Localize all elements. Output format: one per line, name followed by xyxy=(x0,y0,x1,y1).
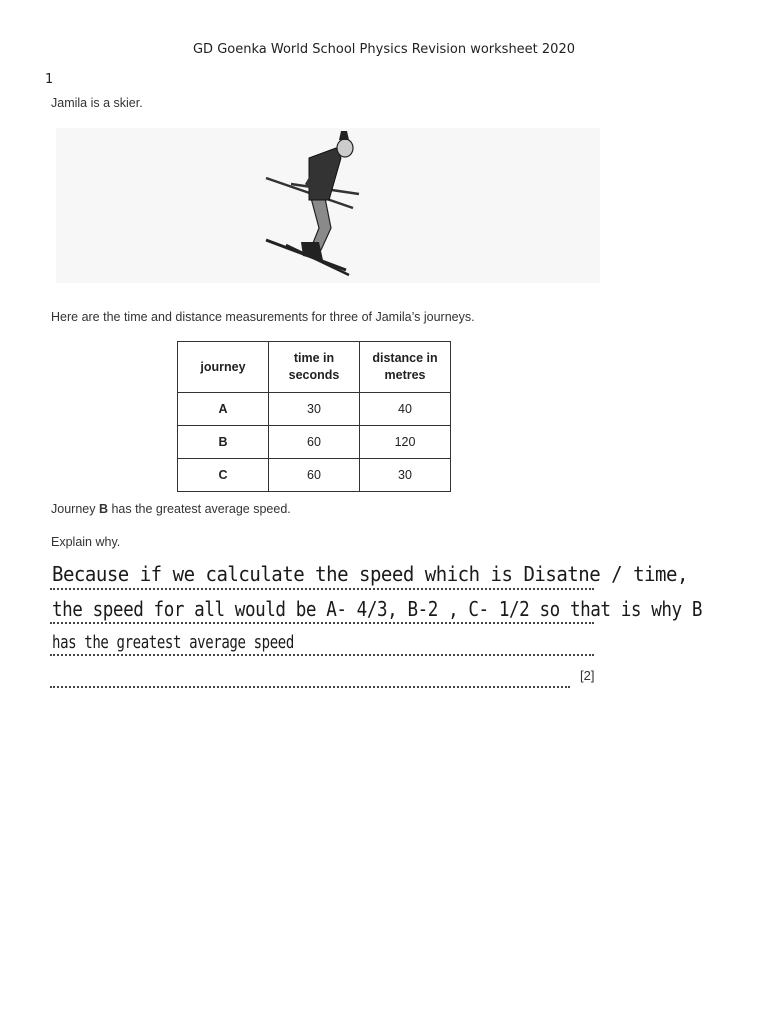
handwritten-answer-line-2: the speed for all would be A- 4/3, B-2 , C- 1/2 so that is why B xyxy=(52,597,702,621)
header-time: time in seconds xyxy=(269,342,360,393)
time-cell: 60 xyxy=(269,426,360,459)
statement-prefix: Journey xyxy=(51,502,99,516)
worksheet-header: GD Goenka World School Physics Revision worksheet 2020 xyxy=(192,42,575,57)
question-number: 1 xyxy=(45,72,54,87)
marks-label: [2] xyxy=(580,668,595,683)
prompt-text: Explain why. xyxy=(51,535,121,549)
distance-cell: 40 xyxy=(360,393,451,426)
handwritten-answer-line-1: Because if we calculate the speed which is Disatne / time, xyxy=(52,562,688,586)
table-row xyxy=(178,426,451,459)
journey-cell: A xyxy=(178,393,269,426)
table-intro-text: Here are the time and distance measurements for three of Jamila’s journeys. xyxy=(51,310,475,324)
table-row xyxy=(178,459,451,492)
journey-cell: C xyxy=(178,459,269,492)
intro-text: Jamila is a skier. xyxy=(51,96,143,110)
journey-cell: B xyxy=(178,426,269,459)
time-cell: 30 xyxy=(269,393,360,426)
header-distance: distance in metres xyxy=(360,342,451,393)
handwritten-answer-line-3: has the greatest average speed xyxy=(52,632,294,653)
distance-cell: 30 xyxy=(360,459,451,492)
journey-table xyxy=(177,341,451,492)
statement-text xyxy=(51,502,291,516)
statement-suffix: has the greatest average speed. xyxy=(107,502,291,516)
table-row xyxy=(178,393,451,426)
statement-bold: B xyxy=(98,502,108,516)
answer-line xyxy=(50,654,570,688)
header-journey: journey xyxy=(178,342,269,393)
skier-illustration xyxy=(56,128,600,283)
distance-cell: 120 xyxy=(360,426,451,459)
time-cell: 60 xyxy=(269,459,360,492)
skier-figure xyxy=(261,128,421,283)
